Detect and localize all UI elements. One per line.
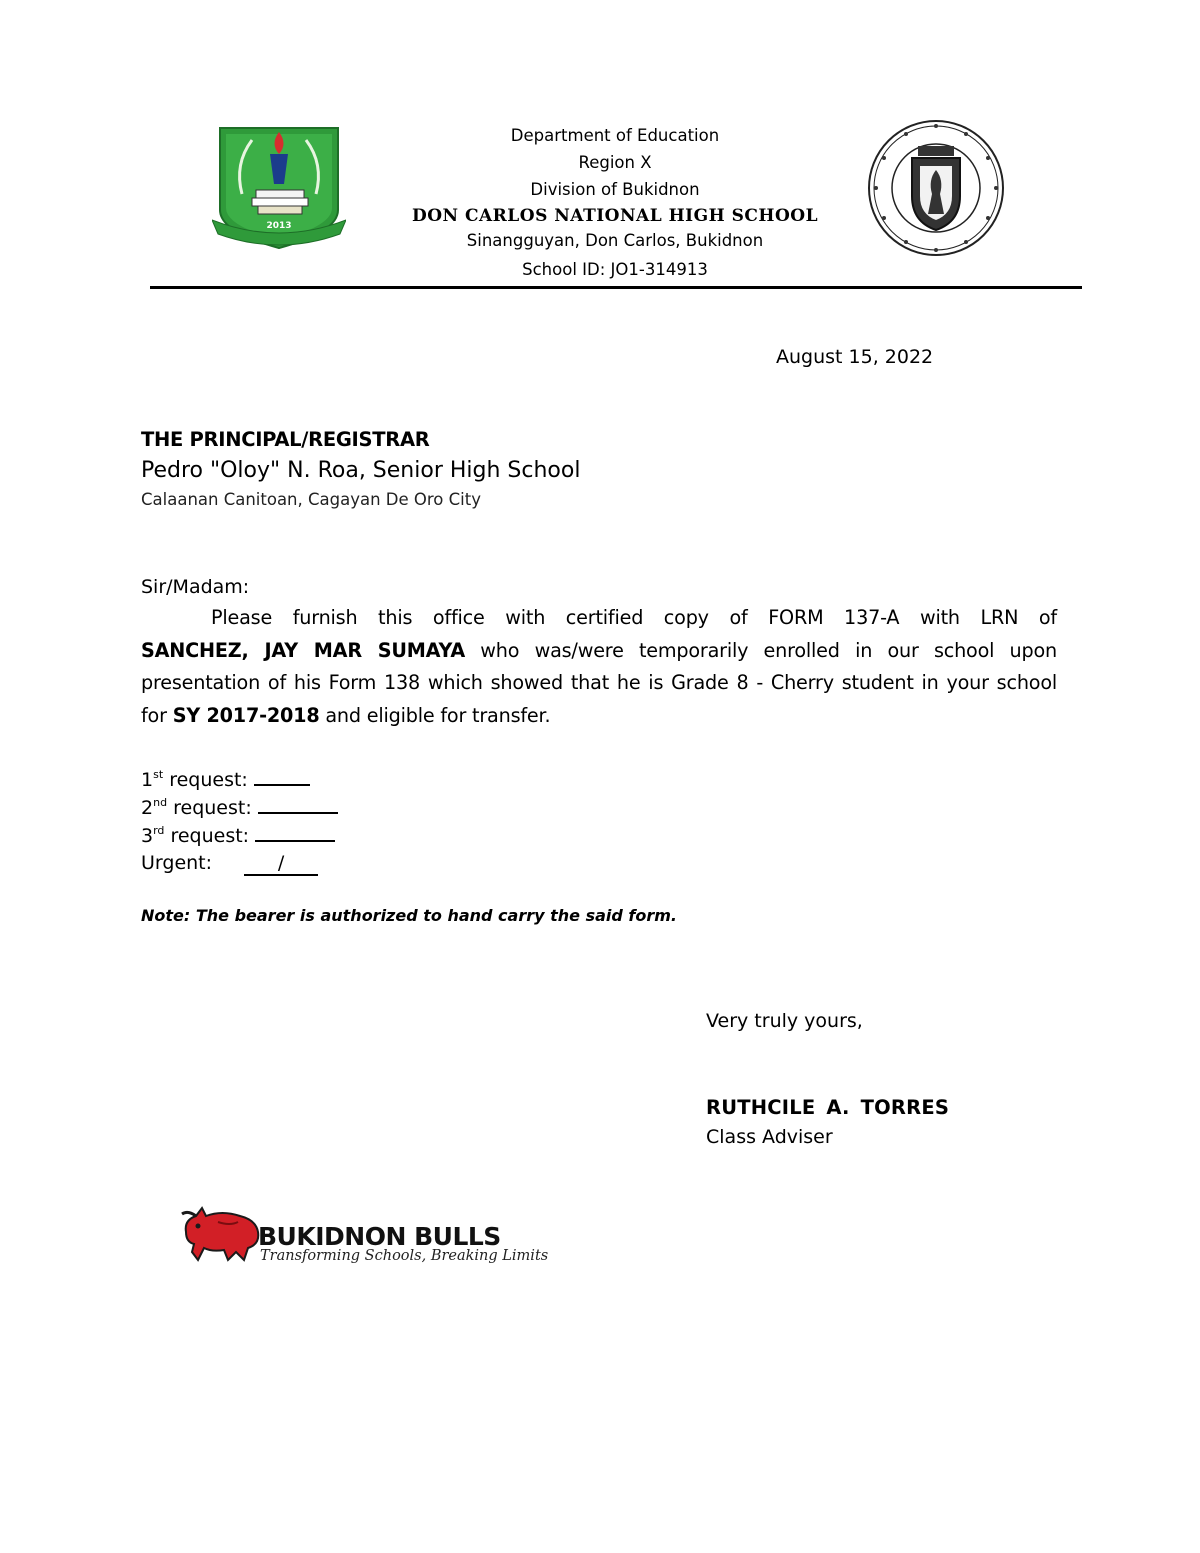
- body-line-3: [141, 667, 1057, 700]
- body-line-4: [141, 700, 1057, 733]
- letter-date: August 15, 2022: [776, 346, 934, 368]
- request-1-blank: [254, 766, 310, 786]
- request-1-num: 1: [141, 769, 154, 791]
- body-text-4a: for: [141, 704, 167, 728]
- body-text-3: presentation of his Form 138 which showed that he is Grade 8 - Cherry student in your school: [141, 671, 1057, 695]
- request-2-sup: nd: [153, 796, 168, 809]
- request-1-label: request:: [169, 769, 248, 791]
- request-3-blank: [255, 822, 335, 842]
- request-2-num: 2: [141, 797, 154, 819]
- school-year: SY 2017-2018: [172, 704, 320, 728]
- request-1-sup: st: [153, 768, 164, 781]
- crest-year: 2013: [266, 221, 292, 231]
- footer-tagline: Transforming Schools, Breaking Limits: [260, 1248, 549, 1264]
- student-name: SANCHEZ, JAY MAR SUMAYA: [141, 638, 465, 662]
- recipient-title: THE PRINCIPAL/REGISTRAR: [141, 428, 430, 451]
- school-crest-icon: [212, 124, 346, 254]
- request-1: [141, 766, 310, 791]
- footer-brand: BUKIDNON BULLS: [258, 1222, 501, 1251]
- urgent-request: [141, 852, 318, 876]
- signer-title: Class Adviser: [706, 1126, 833, 1148]
- request-2-label: request:: [173, 797, 252, 819]
- request-3: [141, 822, 335, 847]
- request-3-num: 3: [141, 825, 154, 847]
- body-text-1: Please furnish this office with certified copy of FORM 137-A with LRN of: [211, 606, 1057, 629]
- request-3-sup: rd: [153, 824, 165, 837]
- school-id: School ID: JO1-314913: [522, 260, 708, 279]
- deped-seal-icon: [866, 118, 1006, 258]
- letterhead: [380, 126, 850, 286]
- closing: Very truly yours,: [706, 1010, 863, 1032]
- urgent-mark: /: [277, 852, 285, 874]
- recipient-address: Calaanan Canitoan, Cagayan De Oro City: [141, 490, 481, 509]
- salutation: Sir/Madam:: [141, 576, 250, 598]
- division-line: Division of Bukidnon: [530, 180, 700, 199]
- request-2: [141, 794, 338, 819]
- recipient-school: Pedro "Oloy" N. Roa, Senior High School: [141, 458, 581, 483]
- body-line-1: [141, 602, 1057, 635]
- note: Note: The bearer is authorized to hand carry the said form.: [141, 906, 677, 925]
- body-paragraph: [141, 602, 1057, 733]
- body-text-4b: and eligible for transfer.: [325, 704, 551, 728]
- urgent-label: Urgent:: [141, 852, 213, 874]
- request-3-label: request:: [170, 825, 250, 847]
- request-2-blank: [258, 794, 338, 814]
- region-line: Region X: [578, 153, 652, 172]
- school-address: Sinangguyan, Don Carlos, Bukidnon: [466, 231, 764, 250]
- department-line: Department of Education: [510, 126, 720, 145]
- school-name: DON CARLOS NATIONAL HIGH SCHOOL: [411, 206, 819, 226]
- body-text-2: who was/were temporarily enrolled in our school upon: [480, 638, 1057, 662]
- header-divider: [150, 286, 1082, 289]
- bull-icon: [178, 1202, 262, 1266]
- urgent-blank: [244, 852, 318, 876]
- signer-name: RUTHCILE A. TORRES: [706, 1096, 950, 1119]
- body-line-2: [141, 635, 1057, 668]
